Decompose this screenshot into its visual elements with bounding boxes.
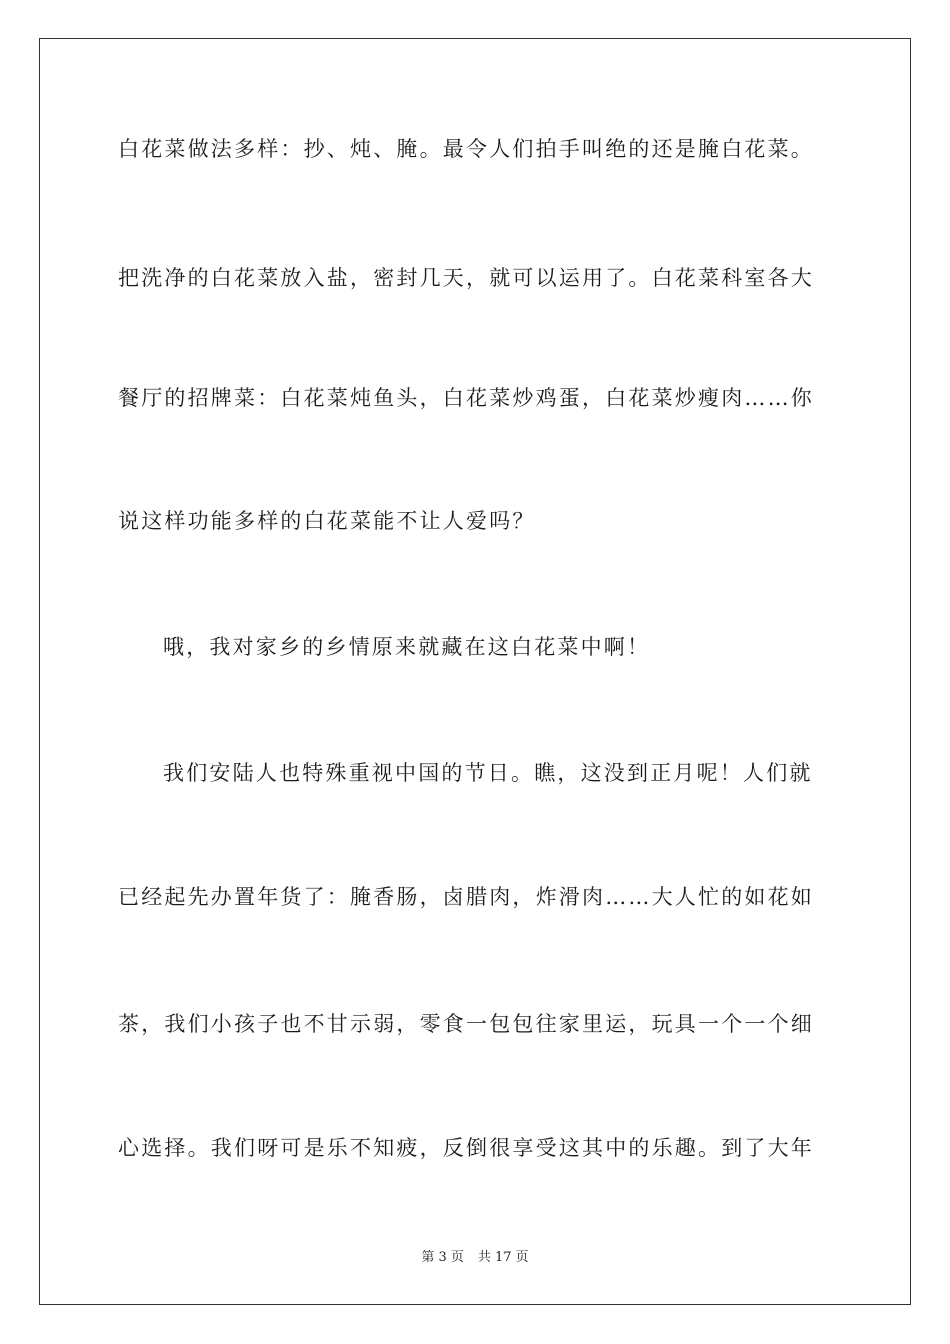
text-line: 已经起先办置年货了：腌香肠，卤腊肉，炸滑肉……大人忙的如花如 [118,885,814,909]
page-footer [0,1249,950,1267]
text-line: 餐厅的招牌菜：白花菜炖鱼头，白花菜炒鸡蛋，白花菜炒瘦肉……你 [118,386,814,410]
page-number: 第 3 页 [421,1250,464,1265]
text-line: 白花菜做法多样：抄、炖、腌。最令人们拍手叫绝的还是腌白花菜。 [118,137,814,161]
page-total: 共 17 页 [477,1250,529,1265]
text-line: 茶，我们小孩子也不甘示弱，零食一包包往家里运，玩具一个一个细 [118,1012,814,1036]
page-border [39,38,911,1305]
text-line: 把洗净的白花菜放入盐，密封几天，就可以运用了。白花菜科室各大 [118,266,814,290]
paragraph-line: 哦，我对家乡的乡情原来就藏在这白花菜中啊！ [163,635,651,659]
text-line: 说这样功能多样的白花菜能不让人爱吗？ [118,509,536,533]
text-line: 心选择。我们呀可是乐不知疲，反倒很享受这其中的乐趣。到了大年 [118,1136,814,1160]
paragraph-line: 我们安陆人也特殊重视中国的节日。瞧，这没到正月呢！人们就 [163,761,813,785]
